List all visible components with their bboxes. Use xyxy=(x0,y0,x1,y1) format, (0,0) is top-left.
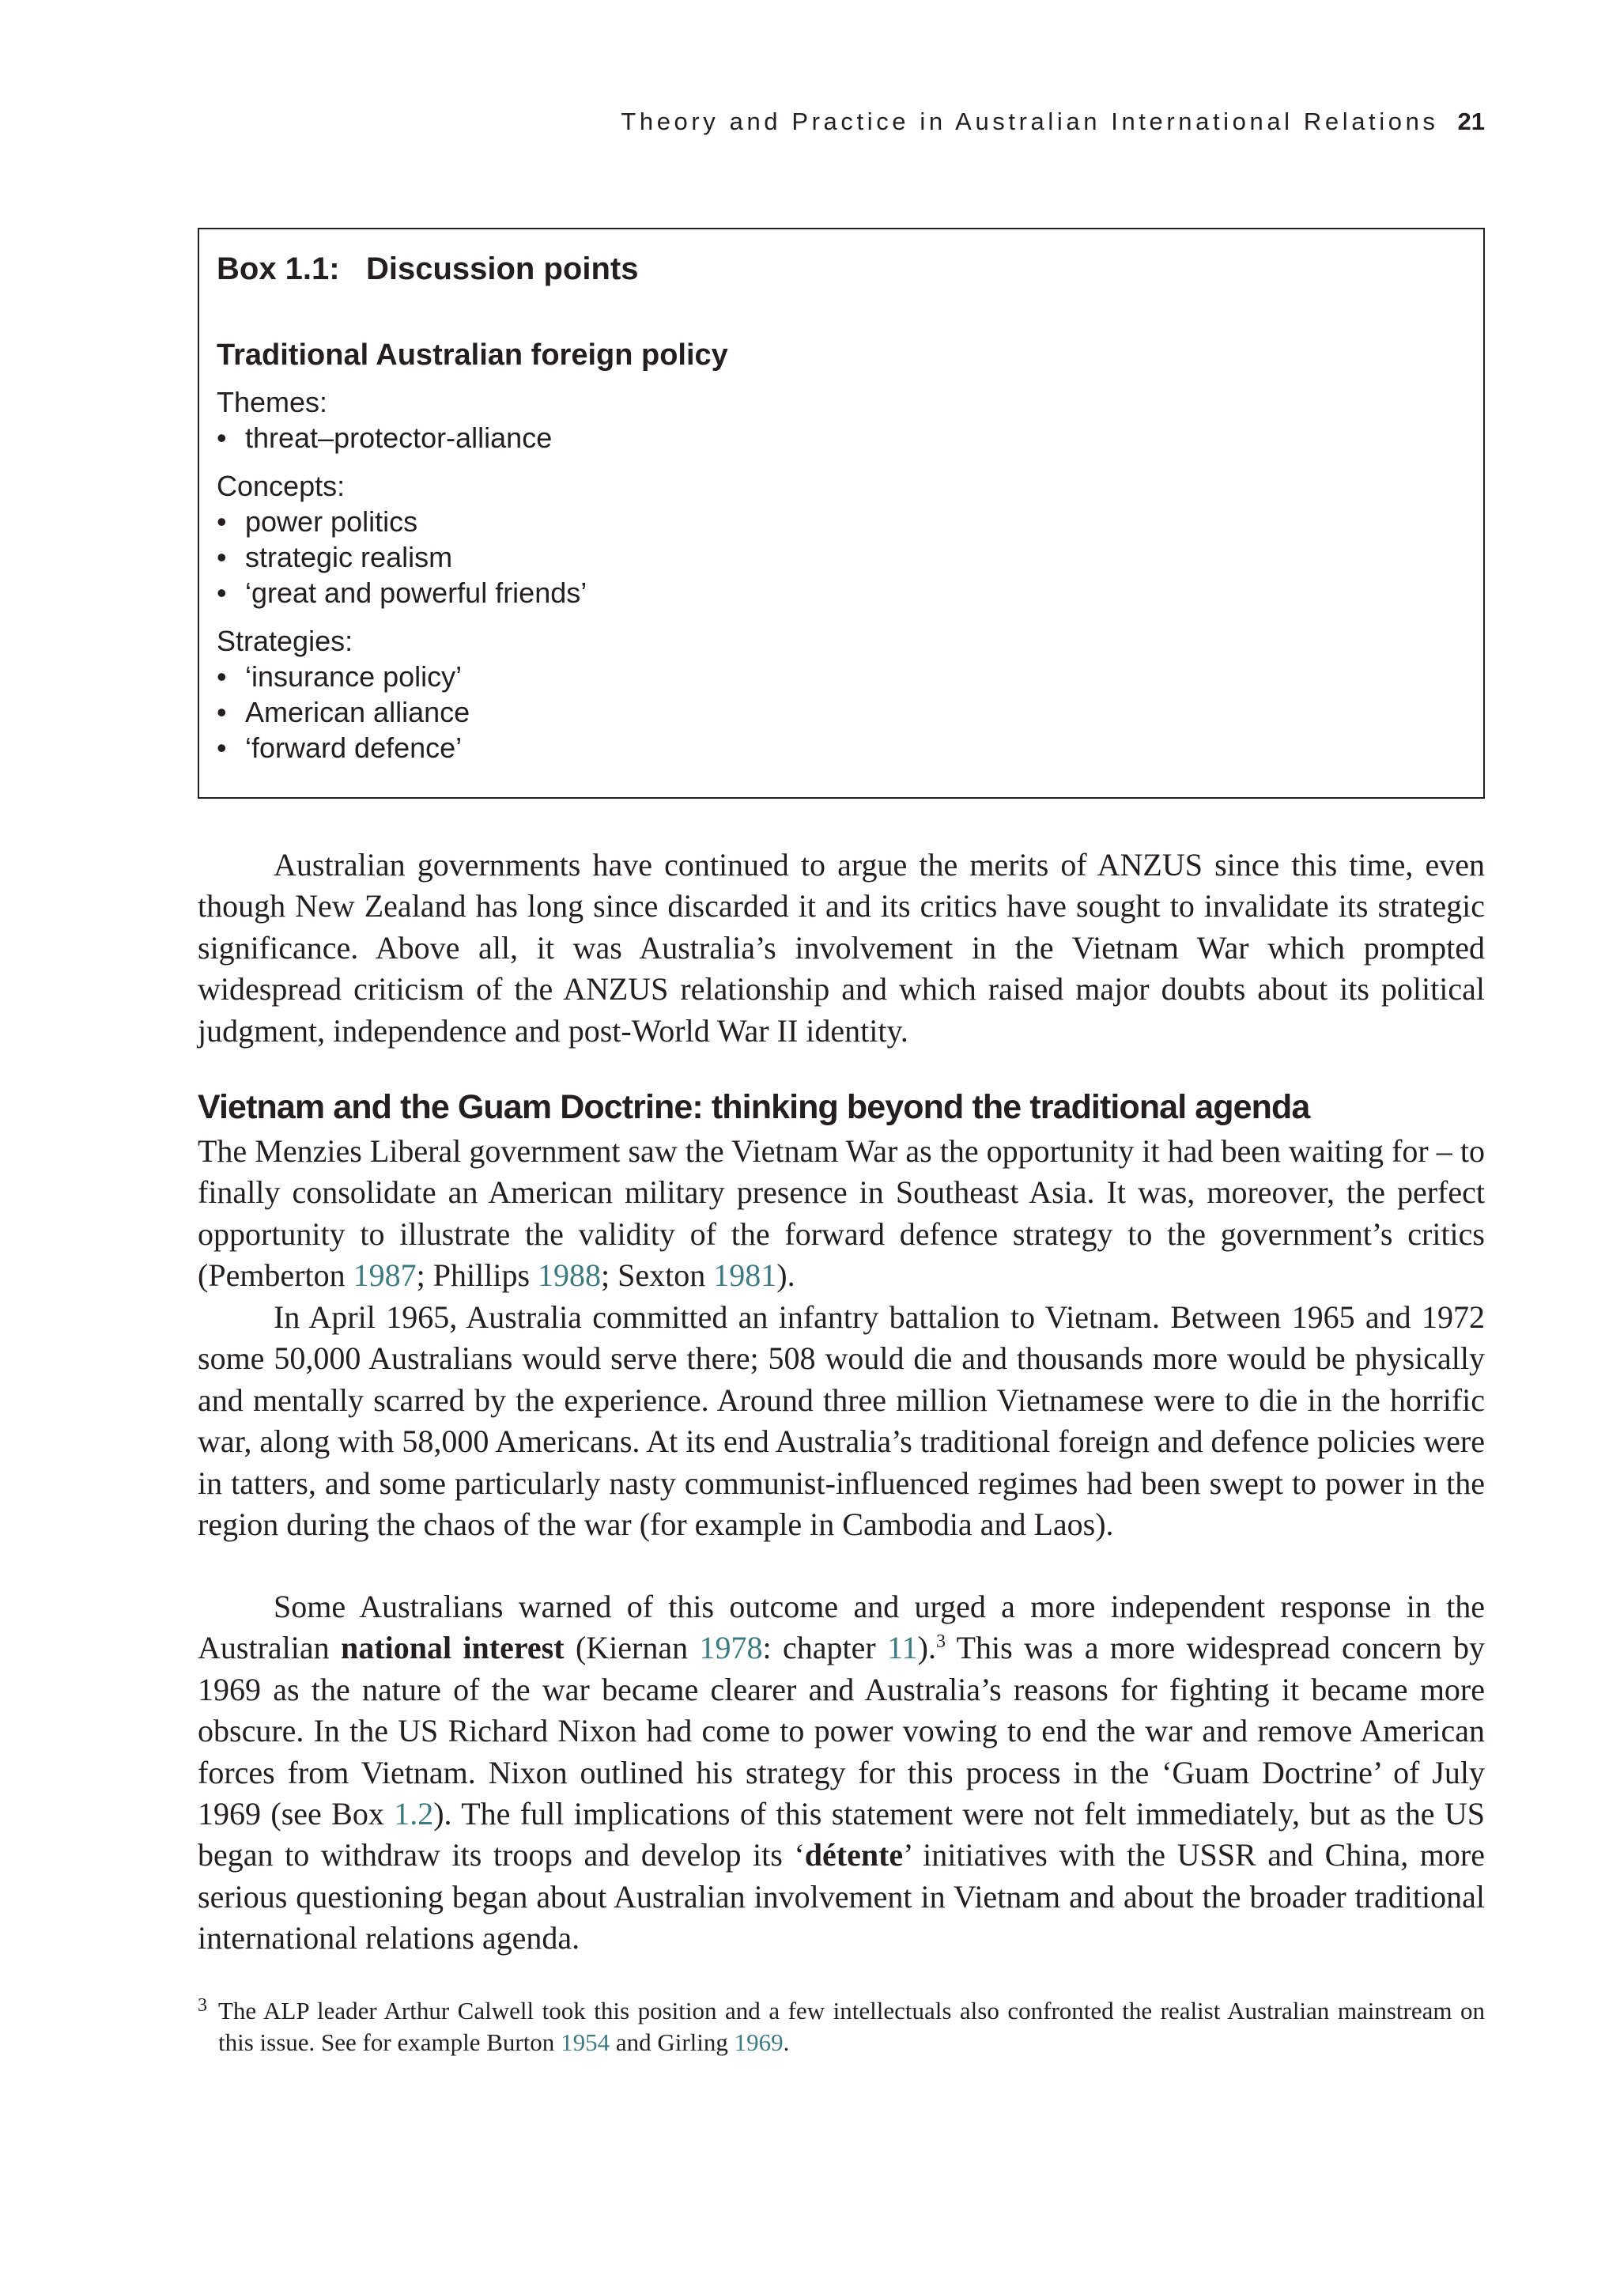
paragraph-april-1965: In April 1965, Australia committed an infantry battalion to Vietnam. Between 1965 and 1972 some 50,000 Australians would serve there; 508 would die and thousands more would be physically and mentally scarred by the experience. Around three million Vietnamese were to die in the horrific war, along with 58,000 Americans. At its end Australia’s traditional foreign and defence policies were in tatters, and some particularly nasty communist-influenced regimes had been swept to power in the region during the chaos of the war (for example in Cambodia and Laos). xyxy=(198,1299,1485,1543)
citation-link[interactable]: 11 xyxy=(887,1630,918,1666)
paragraph-text: ’ initiatives with the USSR and China, more serious questioning began about Australian involvement in Vietnam and about the broader traditional international relations agenda. xyxy=(198,1837,1485,1956)
group-label: Concepts: xyxy=(217,470,346,502)
citation-link[interactable]: 1978 xyxy=(699,1630,763,1666)
bullet-list xyxy=(217,504,1466,610)
paragraph-menzies xyxy=(198,1131,1485,1297)
footnote-marker: 3 xyxy=(198,1995,207,2016)
footnote-text: . xyxy=(783,2028,790,2056)
box-title: Box 1.1: Discussion points xyxy=(217,251,639,286)
paragraph-text: Some Australians warned of this outcome and urged a more independent response in the Australian xyxy=(198,1589,1485,1666)
citation-link[interactable]: 1981 xyxy=(713,1257,777,1294)
list-item: • ‘insurance policy’ xyxy=(217,659,1466,694)
paragraph-text: The Menzies Liberal government saw the Vietnam War as the opportunity it had been waiting for – to finally consolidate an American military presence in Southeast Asia. It was, moreover, the perfect opportunity to illustrate the validity of the forward defence strategy to the government’s critics (Pemberton xyxy=(198,1133,1485,1294)
paragraph-text: (Kiernan xyxy=(564,1630,700,1666)
paragraph-text: ). The full implications of this statement were not felt immediately, but as the US began to withdraw its troops and develop its ‘ xyxy=(198,1796,1485,1873)
paragraph-anzus: Australian governments have continued to argue the merits of ANZUS since this time, even though New Zealand has long since discarded it and its critics have sought to invalidate its strategic significance. Above all, it was Australia’s involvement in the Vietnam War which prompted widespread criticism of the ANZUS relationship and which raised major doubts about its political judgment, independence and post-World War II identity. xyxy=(198,847,1485,1049)
key-term: national interest xyxy=(341,1630,565,1666)
box-group-themes xyxy=(217,384,1466,456)
running-head xyxy=(198,106,1485,138)
list-item: • threat–protector-alliance xyxy=(217,420,1466,456)
citation-link[interactable]: 1969 xyxy=(734,2028,784,2056)
bullet-list xyxy=(217,659,1466,765)
bullet-list xyxy=(217,420,1466,456)
list-item: • ‘great and powerful friends’ xyxy=(217,575,1466,610)
paragraph-text: ). xyxy=(917,1630,936,1666)
group-label: Strategies: xyxy=(217,625,353,657)
box-reference-link[interactable]: 1.2 xyxy=(394,1796,434,1832)
key-term: détente xyxy=(804,1837,904,1873)
list-item: • ‘forward defence’ xyxy=(217,730,1466,765)
citation-link[interactable]: 1954 xyxy=(561,2028,610,2056)
box-group-concepts xyxy=(217,468,1466,610)
list-item: • strategic realism xyxy=(217,539,1466,575)
citation-link[interactable]: 1987 xyxy=(353,1257,417,1294)
list-item: • power politics xyxy=(217,504,1466,539)
footnote xyxy=(198,1990,1485,2058)
footnote-reference[interactable]: 3 xyxy=(935,1631,946,1653)
footnote-text: and Girling xyxy=(610,2028,735,2056)
box-subtitle: Traditional Australian foreign policy xyxy=(217,338,728,372)
paragraph-text: ). xyxy=(776,1257,795,1294)
section-heading: Vietnam and the Guam Doctrine: thinking beyond the traditional agenda xyxy=(198,1088,1310,1126)
box-group-strategies xyxy=(217,623,1466,765)
page-number: 21 xyxy=(1457,108,1485,135)
running-title: Theory and Practice in Australian International Relations xyxy=(621,108,1439,135)
discussion-box xyxy=(198,228,1485,799)
list-item: • American alliance xyxy=(217,694,1466,730)
paragraph-text: ; Phillips xyxy=(416,1257,538,1294)
citation-link[interactable]: 1988 xyxy=(538,1257,602,1294)
paragraph-text: This was a more widespread concern by 1969 as the nature of the war became clearer and Australia’s reasons for fighting it became more obscure. In the US Richard Nixon had come to power vowing to end the war and remove American forces from Vietnam. Nixon outlined his strategy for this process in the ‘Guam Doctrine’ of July 1969 (see Box xyxy=(198,1630,1485,1832)
group-label: Themes: xyxy=(217,386,328,418)
footnote-text: The ALP leader Arthur Calwell took this position and a few intellectuals also confronted the realist Australian mainstream on this issue. See for example Burton xyxy=(218,1997,1485,2056)
paragraph-text: : chapter xyxy=(762,1630,888,1666)
paragraph-text: ; Sexton xyxy=(601,1257,714,1294)
paragraph-national-interest xyxy=(198,1586,1485,1960)
